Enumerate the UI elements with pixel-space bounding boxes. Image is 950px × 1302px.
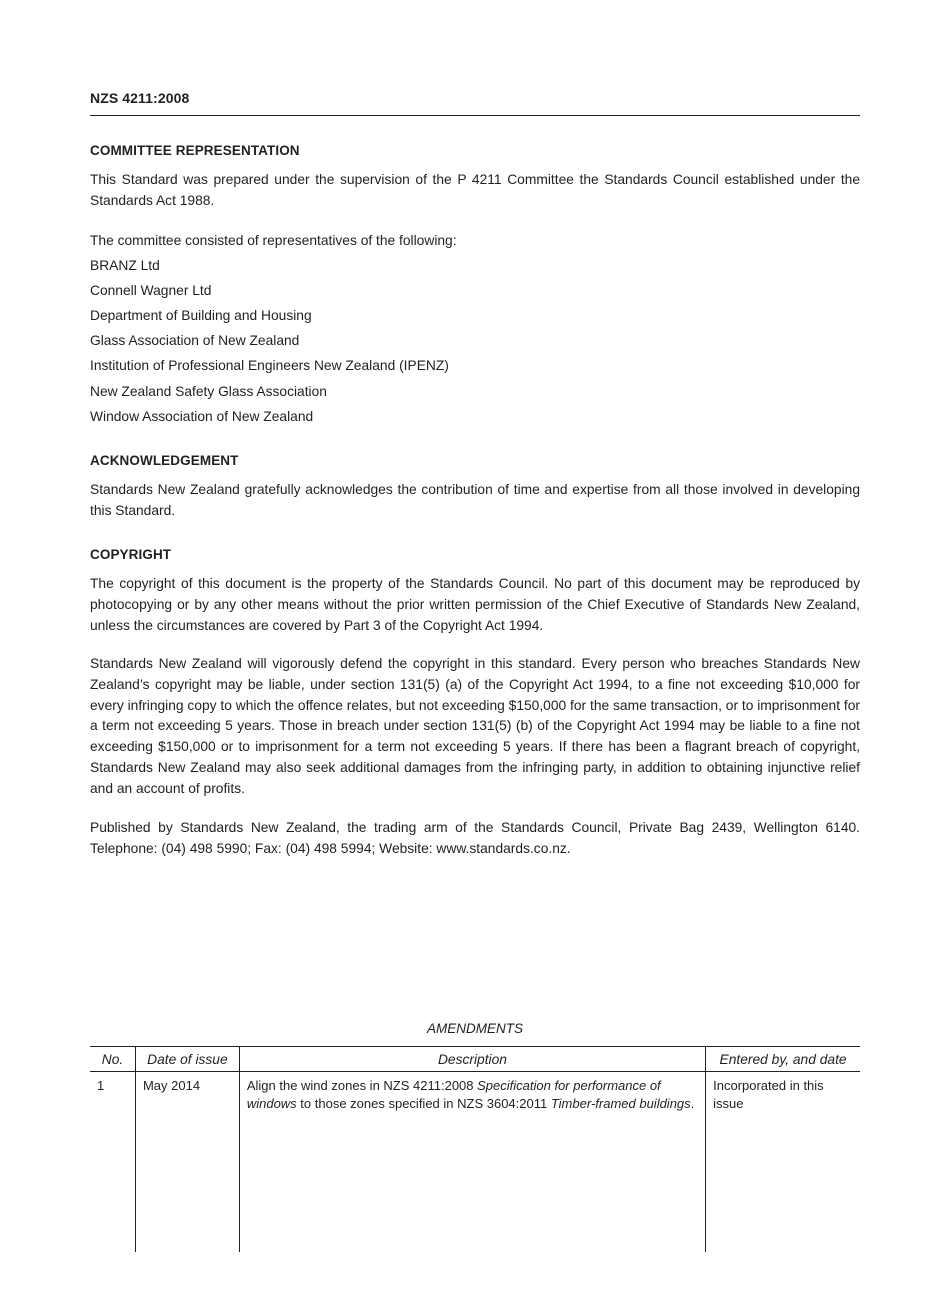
document-identifier: NZS 4211:2008 [90, 90, 190, 106]
committee-heading: COMMITTEE REPRESENTATION [90, 143, 300, 158]
copyright-paragraph-1: The copyright of this document is the property of the Standards Council. No part of this document may be reproduced by photocopying or by any other means without the prior written permission of the Chief Executive of Standards New Zealand, unless the circumstances are covered by Part 3 of the Copyright Act 1994. [90, 576, 860, 633]
acknowledgement-paragraph: Standards New Zealand gratefully acknowledges the contribution of time and expertise from all those involved in developing this Standard. [90, 482, 860, 518]
committee-intro: The committee consisted of representatives of the following: [90, 233, 457, 248]
list-item: BRANZ Ltd [90, 258, 160, 274]
description-text: . [690, 1095, 695, 1111]
committee-member-list [90, 232, 457, 433]
copyright-paragraph-2: Standards New Zealand will vigorously defend the copyright in this standard. Every person who breaches Standards New Zealand’s copyright may be liable, under section 131(5) (a) of the Copyright Act 1994, to a fine not exceeding $10,000 for every infringing copy to which the offence relates, but not exceeding $150,000 for the same transaction, or to imprisonment for a term not exceeding 5 years. Those in breach under section 131(5) (b) of the Copyright Act 1994 may be liable to a fine not exceeding $150,000 or to imprisonment for a term not exceeding 5 years. If there has been a flagrant breach of copyright, Standards New Zealand may also seek additional damages from the infringing party, in addition to obtaining injunctive relief and an account of profits. [90, 656, 860, 796]
amendment-number: 1 [97, 1078, 105, 1093]
description-text: Align the wind zones in NZS 4211:2008 [246, 1078, 478, 1093]
publisher-paragraph: Published by Standards New Zealand, the trading arm of the Standards Council, Private Bag 2439, Wellington 6140. Telephone: (04) 498 5990; Fax: (04) 498 5994; Website: www.standards.co.nz. [90, 820, 860, 856]
list-item: Window Association of New Zealand [90, 408, 314, 424]
column-header-date: Date of issue [135, 1047, 239, 1072]
column-header-description: Description [239, 1047, 705, 1072]
amendment-date: May 2014 [135, 1072, 239, 1253]
list-item: Glass Association of New Zealand [90, 333, 300, 349]
amendments-title: AMENDMENTS [426, 1021, 523, 1036]
header-rule [90, 115, 860, 116]
description-title-italic: Timber-framed buildings [550, 1095, 691, 1111]
description-title-italic: Specification for performance of windows [246, 1078, 661, 1111]
amendment-description [239, 1072, 705, 1253]
acknowledgement-heading: ACKNOWLEDGEMENT [90, 453, 239, 468]
list-item: Institution of Professional Engineers New Zealand (IPENZ) [90, 358, 449, 374]
amendment-entered: Incorporated in this issue [706, 1072, 860, 1253]
list-item: New Zealand Safety Glass Association [90, 383, 327, 399]
table-header-row [90, 1047, 860, 1072]
table-row [90, 1072, 860, 1253]
committee-paragraph: This Standard was prepared under the supervision of the P 4211 Committee the Standards Council established under the Standards Act 1988. [90, 172, 860, 208]
description-text: to those zones specified in NZS 3604:2011 [296, 1095, 551, 1111]
column-header-no: No. [90, 1047, 135, 1072]
list-item: Connell Wagner Ltd [90, 283, 212, 299]
copyright-heading: COPYRIGHT [90, 547, 172, 562]
list-item: Department of Building and Housing [90, 308, 312, 324]
column-header-entered: Entered by, and date [706, 1047, 860, 1072]
amendments-table [90, 1046, 860, 1252]
